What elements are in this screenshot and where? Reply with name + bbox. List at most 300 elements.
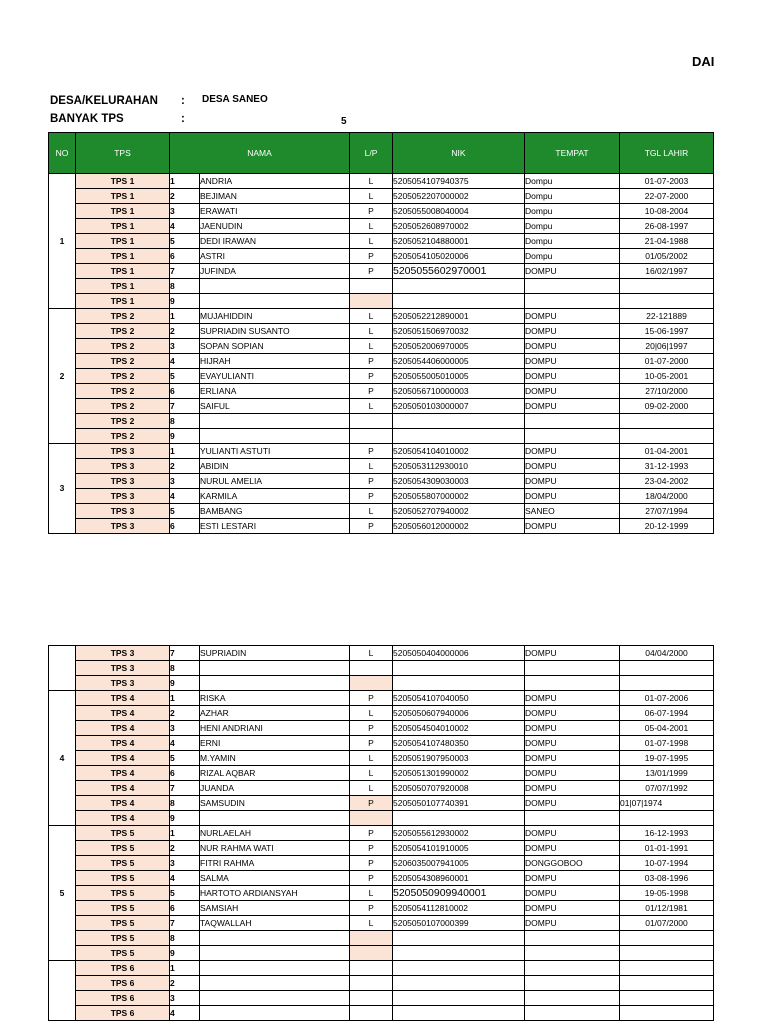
row-index-cell: 9 — [170, 429, 200, 444]
group-number-cell: 4 — [49, 691, 76, 826]
birthdate-cell: 23-04-2002 — [620, 474, 714, 489]
row-index-cell: 8 — [170, 796, 200, 811]
birthplace-cell: DONGGOBOO — [525, 856, 620, 871]
tps-cell: TPS 3 — [76, 474, 170, 489]
row-index-cell: 2 — [170, 459, 200, 474]
table-row — [49, 886, 714, 901]
nik-cell: 5205054104010002 — [393, 444, 525, 459]
tps-cell: TPS 3 — [76, 444, 170, 459]
name-cell: HENI ANDRIANI — [200, 721, 350, 736]
nik-cell — [393, 279, 525, 294]
name-cell: HARTOTO ARDIANSYAH — [200, 886, 350, 901]
name-cell: KARMILA — [200, 489, 350, 504]
tps-cell: TPS 3 — [76, 504, 170, 519]
gender-cell — [350, 414, 393, 429]
name-cell: MUJAHIDDIN — [200, 309, 350, 324]
nik-cell — [393, 414, 525, 429]
tps-cell: TPS 4 — [76, 751, 170, 766]
nik-cell — [393, 946, 525, 961]
name-cell: EVAYULIANTI — [200, 369, 350, 384]
table-row — [49, 489, 714, 504]
nik-cell: 5205055612930002 — [393, 826, 525, 841]
col-header-tempat: TEMPAT — [525, 133, 620, 174]
group-number-cell — [49, 646, 76, 691]
tps-cell: TPS 3 — [76, 489, 170, 504]
gender-cell — [350, 1006, 393, 1021]
table-row — [49, 504, 714, 519]
nik-cell — [393, 676, 525, 691]
nik-cell: 5205050103000007 — [393, 399, 525, 414]
gender-cell: L — [350, 189, 393, 204]
name-cell — [200, 991, 350, 1006]
birthplace-cell: SANEO — [525, 504, 620, 519]
birthplace-cell: DOMPU — [525, 916, 620, 931]
birthplace-cell: DOMPU — [525, 736, 620, 751]
birthdate-cell: 04/04/2000 — [620, 646, 714, 661]
row-index-cell: 3 — [170, 721, 200, 736]
page-title: DAI — [692, 54, 715, 69]
tps-cell: TPS 4 — [76, 736, 170, 751]
nik-cell: 5205054406000005 — [393, 354, 525, 369]
birthplace-cell: DOMPU — [525, 766, 620, 781]
tps-cell: TPS 3 — [76, 661, 170, 676]
birthplace-cell: DOMPU — [525, 264, 620, 279]
birthplace-cell: DOMPU — [525, 384, 620, 399]
tps-cell: TPS 4 — [76, 811, 170, 826]
row-index-cell: 4 — [170, 489, 200, 504]
row-index-cell: 7 — [170, 264, 200, 279]
table-row — [49, 309, 714, 324]
gender-cell: L — [350, 706, 393, 721]
table-row — [49, 234, 714, 249]
birthplace-cell: DOMPU — [525, 369, 620, 384]
birthdate-cell: 26-08-1997 — [620, 219, 714, 234]
gender-cell: P — [350, 871, 393, 886]
name-cell: ANDRIA — [200, 174, 350, 189]
nik-cell — [393, 294, 525, 309]
gender-cell — [350, 661, 393, 676]
tps-cell: TPS 5 — [76, 916, 170, 931]
birthdate-cell: 19-05-1998 — [620, 886, 714, 901]
birthdate-cell: 01-07-2000 — [620, 354, 714, 369]
nik-cell — [393, 976, 525, 991]
desa-colon: : — [181, 95, 185, 107]
name-cell: ERNI — [200, 736, 350, 751]
table-row — [49, 294, 714, 309]
birthdate-cell: 10-05-2001 — [620, 369, 714, 384]
tps-cell: TPS 5 — [76, 871, 170, 886]
birthplace-cell: DOMPU — [525, 796, 620, 811]
name-cell: HIJRAH — [200, 354, 350, 369]
row-index-cell: 4 — [170, 871, 200, 886]
desa-value: DESA SANEO — [202, 94, 268, 105]
gender-cell: L — [350, 399, 393, 414]
table-row — [49, 369, 714, 384]
col-header-tgl-lahir: TGL LAHIR — [620, 133, 714, 174]
voter-table-part-1 — [48, 132, 714, 534]
row-index-cell: 9 — [170, 676, 200, 691]
table-row — [49, 279, 714, 294]
gender-cell: L — [350, 886, 393, 901]
row-index-cell: 4 — [170, 1006, 200, 1021]
birthplace-cell — [525, 991, 620, 1006]
birthdate-cell: 01/05/2002 — [620, 249, 714, 264]
birthplace-cell: DOMPU — [525, 489, 620, 504]
gender-cell: L — [350, 219, 393, 234]
tps-cell: TPS 2 — [76, 324, 170, 339]
birthplace-cell — [525, 811, 620, 826]
birthdate-cell: 16-12-1993 — [620, 826, 714, 841]
nik-cell: 5205051301990002 — [393, 766, 525, 781]
birthdate-cell: 10-08-2004 — [620, 204, 714, 219]
birthdate-cell: 13/01/1999 — [620, 766, 714, 781]
tps-cell: TPS 3 — [76, 646, 170, 661]
name-cell: SAMSIAH — [200, 901, 350, 916]
birthdate-cell: 20|06|1997 — [620, 339, 714, 354]
tps-count-label: BANYAK TPS — [50, 113, 124, 125]
row-index-cell: 1 — [170, 309, 200, 324]
tps-cell: TPS 1 — [76, 249, 170, 264]
birthdate-cell — [620, 676, 714, 691]
row-index-cell: 2 — [170, 706, 200, 721]
col-header-nik: NIK — [393, 133, 525, 174]
tps-cell: TPS 5 — [76, 886, 170, 901]
row-index-cell: 3 — [170, 339, 200, 354]
birthdate-cell: 06-07-1994 — [620, 706, 714, 721]
name-cell: ABIDIN — [200, 459, 350, 474]
group-number-cell: 1 — [49, 174, 76, 309]
birthplace-cell: Dompu — [525, 189, 620, 204]
gender-cell: L — [350, 781, 393, 796]
tps-cell: TPS 2 — [76, 399, 170, 414]
row-index-cell: 8 — [170, 414, 200, 429]
birthdate-cell — [620, 279, 714, 294]
birthdate-cell: 07/07/1992 — [620, 781, 714, 796]
gender-cell: L — [350, 766, 393, 781]
tps-cell: TPS 5 — [76, 946, 170, 961]
nik-cell: 5205054309030003 — [393, 474, 525, 489]
nik-cell: 5205054101910005 — [393, 841, 525, 856]
name-cell: NUR RAHMA WATI — [200, 841, 350, 856]
birthplace-cell — [525, 961, 620, 976]
table-row — [49, 706, 714, 721]
birthdate-cell: 01/12/1981 — [620, 901, 714, 916]
tps-cell: TPS 4 — [76, 721, 170, 736]
birthdate-cell: 01-01-1991 — [620, 841, 714, 856]
birthplace-cell: DOMPU — [525, 691, 620, 706]
birthdate-cell: 01|07|1974 — [620, 796, 714, 811]
tps-cell: TPS 3 — [76, 676, 170, 691]
tps-cell: TPS 3 — [76, 459, 170, 474]
row-index-cell: 1 — [170, 961, 200, 976]
name-cell: M.YAMIN — [200, 751, 350, 766]
tps-cell: TPS 1 — [76, 234, 170, 249]
birthdate-cell: 18/04/2000 — [620, 489, 714, 504]
table-row — [49, 519, 714, 534]
birthdate-cell — [620, 294, 714, 309]
table-row — [49, 264, 714, 279]
name-cell: SALMA — [200, 871, 350, 886]
name-cell: SAMSUDIN — [200, 796, 350, 811]
nik-cell: 5205052006970005 — [393, 339, 525, 354]
col-header-no: NO — [49, 133, 76, 174]
birthdate-cell: 01-07-1998 — [620, 736, 714, 751]
birthplace-cell: DOMPU — [525, 841, 620, 856]
birthplace-cell — [525, 414, 620, 429]
table-row — [49, 324, 714, 339]
table-row — [49, 189, 714, 204]
gender-cell: P — [350, 826, 393, 841]
tps-cell: TPS 5 — [76, 826, 170, 841]
birthplace-cell — [525, 661, 620, 676]
birthdate-cell: 15-06-1997 — [620, 324, 714, 339]
gender-cell: L — [350, 646, 393, 661]
gender-cell: P — [350, 489, 393, 504]
nik-cell — [393, 1006, 525, 1021]
row-index-cell: 9 — [170, 811, 200, 826]
name-cell: AZHAR — [200, 706, 350, 721]
birthplace-cell: Dompu — [525, 174, 620, 189]
nik-cell: 5205052707940002 — [393, 504, 525, 519]
tps-cell: TPS 1 — [76, 264, 170, 279]
nik-cell — [393, 811, 525, 826]
name-cell: TAQWALLAH — [200, 916, 350, 931]
row-index-cell: 1 — [170, 691, 200, 706]
birthdate-cell — [620, 429, 714, 444]
row-index-cell: 9 — [170, 946, 200, 961]
name-cell: JUANDA — [200, 781, 350, 796]
nik-cell: 5205054107040050 — [393, 691, 525, 706]
birthplace-cell: DOMPU — [525, 826, 620, 841]
table-row — [49, 661, 714, 676]
row-index-cell: 1 — [170, 826, 200, 841]
table-row — [49, 856, 714, 871]
birthplace-cell: DOMPU — [525, 781, 620, 796]
tps-cell: TPS 5 — [76, 856, 170, 871]
table-row — [49, 946, 714, 961]
tps-cell: TPS 1 — [76, 219, 170, 234]
birthplace-cell — [525, 676, 620, 691]
name-cell: SUPRIADIN SUSANTO — [200, 324, 350, 339]
gender-cell: P — [350, 691, 393, 706]
row-index-cell: 3 — [170, 991, 200, 1006]
gender-cell: P — [350, 841, 393, 856]
tps-cell: TPS 6 — [76, 976, 170, 991]
gender-cell: L — [350, 504, 393, 519]
col-header-nama: NAMA — [170, 133, 350, 174]
name-cell — [200, 294, 350, 309]
row-index-cell: 3 — [170, 856, 200, 871]
tps-count-colon: : — [181, 113, 185, 125]
gender-cell: L — [350, 459, 393, 474]
gender-cell: P — [350, 721, 393, 736]
table-row — [49, 174, 714, 189]
birthdate-cell — [620, 961, 714, 976]
name-cell: ESTI LESTARI — [200, 519, 350, 534]
birthplace-cell: DOMPU — [525, 901, 620, 916]
col-header-tps: TPS — [76, 133, 170, 174]
nik-cell: 5205051506970032 — [393, 324, 525, 339]
voter-table-part-2 — [48, 645, 714, 1021]
table-row — [49, 676, 714, 691]
row-index-cell: 2 — [170, 841, 200, 856]
name-cell: NURLAELAH — [200, 826, 350, 841]
table-row — [49, 429, 714, 444]
birthdate-cell: 27/10/2000 — [620, 384, 714, 399]
row-index-cell: 9 — [170, 294, 200, 309]
gender-cell — [350, 676, 393, 691]
table-row — [49, 841, 714, 856]
birthplace-cell — [525, 429, 620, 444]
table-row — [49, 219, 714, 234]
nik-cell: 5205055602970001 — [393, 264, 525, 279]
nik-cell: 5205054107940375 — [393, 174, 525, 189]
nik-cell — [393, 961, 525, 976]
birthplace-cell — [525, 931, 620, 946]
name-cell — [200, 946, 350, 961]
nik-cell: 5205055807000002 — [393, 489, 525, 504]
nik-cell: 5205054112810002 — [393, 901, 525, 916]
name-cell: ASTRI — [200, 249, 350, 264]
birthplace-cell: DOMPU — [525, 886, 620, 901]
nik-cell — [393, 931, 525, 946]
gender-cell: P — [350, 856, 393, 871]
tps-cell: TPS 3 — [76, 519, 170, 534]
birthdate-cell: 16/02/1997 — [620, 264, 714, 279]
row-index-cell: 7 — [170, 399, 200, 414]
birthplace-cell: DOMPU — [525, 871, 620, 886]
gender-cell — [350, 991, 393, 1006]
row-index-cell: 1 — [170, 444, 200, 459]
name-cell: JAENUDIN — [200, 219, 350, 234]
row-index-cell: 7 — [170, 781, 200, 796]
table-row — [49, 751, 714, 766]
gender-cell: P — [350, 264, 393, 279]
nik-cell — [393, 429, 525, 444]
col-header-lp: L/P — [350, 133, 393, 174]
tps-cell: TPS 2 — [76, 369, 170, 384]
gender-cell: L — [350, 324, 393, 339]
name-cell: ERAWATI — [200, 204, 350, 219]
tps-cell: TPS 6 — [76, 991, 170, 1006]
tps-cell: TPS 1 — [76, 279, 170, 294]
gender-cell: P — [350, 354, 393, 369]
row-index-cell: 8 — [170, 931, 200, 946]
tps-cell: TPS 6 — [76, 961, 170, 976]
name-cell: RISKA — [200, 691, 350, 706]
name-cell: NURUL AMELIA — [200, 474, 350, 489]
name-cell: SAIFUL — [200, 399, 350, 414]
gender-cell: L — [350, 234, 393, 249]
birthdate-cell: 01-04-2001 — [620, 444, 714, 459]
group-number-cell: 5 — [49, 826, 76, 961]
table-row — [49, 961, 714, 976]
row-index-cell: 8 — [170, 279, 200, 294]
birthdate-cell: 22-121889 — [620, 309, 714, 324]
table-row — [49, 871, 714, 886]
birthdate-cell: 19-07-1995 — [620, 751, 714, 766]
birthplace-cell: Dompu — [525, 219, 620, 234]
name-cell — [200, 279, 350, 294]
birthplace-cell: DOMPU — [525, 309, 620, 324]
gender-cell: P — [350, 796, 393, 811]
table-row — [49, 384, 714, 399]
gender-cell: P — [350, 444, 393, 459]
row-index-cell: 7 — [170, 916, 200, 931]
birthdate-cell: 01-07-2006 — [620, 691, 714, 706]
nik-cell — [393, 991, 525, 1006]
name-cell — [200, 676, 350, 691]
birthplace-cell: DOMPU — [525, 751, 620, 766]
gender-cell: P — [350, 901, 393, 916]
table-row — [49, 474, 714, 489]
birthdate-cell — [620, 931, 714, 946]
birthplace-cell — [525, 1006, 620, 1021]
row-index-cell: 6 — [170, 384, 200, 399]
row-index-cell: 6 — [170, 519, 200, 534]
nik-cell: 5206035007941005 — [393, 856, 525, 871]
gender-cell — [350, 811, 393, 826]
birthdate-cell: 09-02-2000 — [620, 399, 714, 414]
birthplace-cell: DOMPU — [525, 706, 620, 721]
birthplace-cell — [525, 294, 620, 309]
table-row — [49, 339, 714, 354]
tps-cell: TPS 4 — [76, 766, 170, 781]
gender-cell: P — [350, 249, 393, 264]
gender-cell — [350, 294, 393, 309]
gender-cell — [350, 931, 393, 946]
tps-cell: TPS 1 — [76, 294, 170, 309]
row-index-cell: 2 — [170, 189, 200, 204]
birthplace-cell: DOMPU — [525, 646, 620, 661]
birthdate-cell: 20-12-1999 — [620, 519, 714, 534]
nik-cell — [393, 661, 525, 676]
tps-cell: TPS 5 — [76, 901, 170, 916]
birthdate-cell: 21-04-1988 — [620, 234, 714, 249]
table-row — [49, 459, 714, 474]
nik-cell: 5205056012000002 — [393, 519, 525, 534]
row-index-cell: 5 — [170, 886, 200, 901]
row-index-cell: 3 — [170, 204, 200, 219]
group-number-cell: 3 — [49, 444, 76, 534]
table-row — [49, 901, 714, 916]
name-cell — [200, 931, 350, 946]
gender-cell: L — [350, 916, 393, 931]
table-row — [49, 976, 714, 991]
gender-cell: P — [350, 736, 393, 751]
gender-cell: L — [350, 309, 393, 324]
tps-cell: TPS 4 — [76, 796, 170, 811]
tps-cell: TPS 1 — [76, 189, 170, 204]
name-cell: SUPRIADIN — [200, 646, 350, 661]
nik-cell: 5205052207000002 — [393, 189, 525, 204]
tps-cell: TPS 5 — [76, 841, 170, 856]
row-index-cell: 8 — [170, 661, 200, 676]
row-index-cell: 6 — [170, 249, 200, 264]
birthdate-cell — [620, 976, 714, 991]
gender-cell — [350, 429, 393, 444]
nik-cell: 5205050707920008 — [393, 781, 525, 796]
table-row — [49, 414, 714, 429]
desa-label: DESA/KELURAHAN — [50, 95, 158, 107]
birthdate-cell — [620, 1006, 714, 1021]
birthplace-cell: Dompu — [525, 204, 620, 219]
row-index-cell: 4 — [170, 736, 200, 751]
birthdate-cell — [620, 661, 714, 676]
nik-cell: 5205055008040004 — [393, 204, 525, 219]
row-index-cell: 3 — [170, 474, 200, 489]
birthplace-cell — [525, 946, 620, 961]
